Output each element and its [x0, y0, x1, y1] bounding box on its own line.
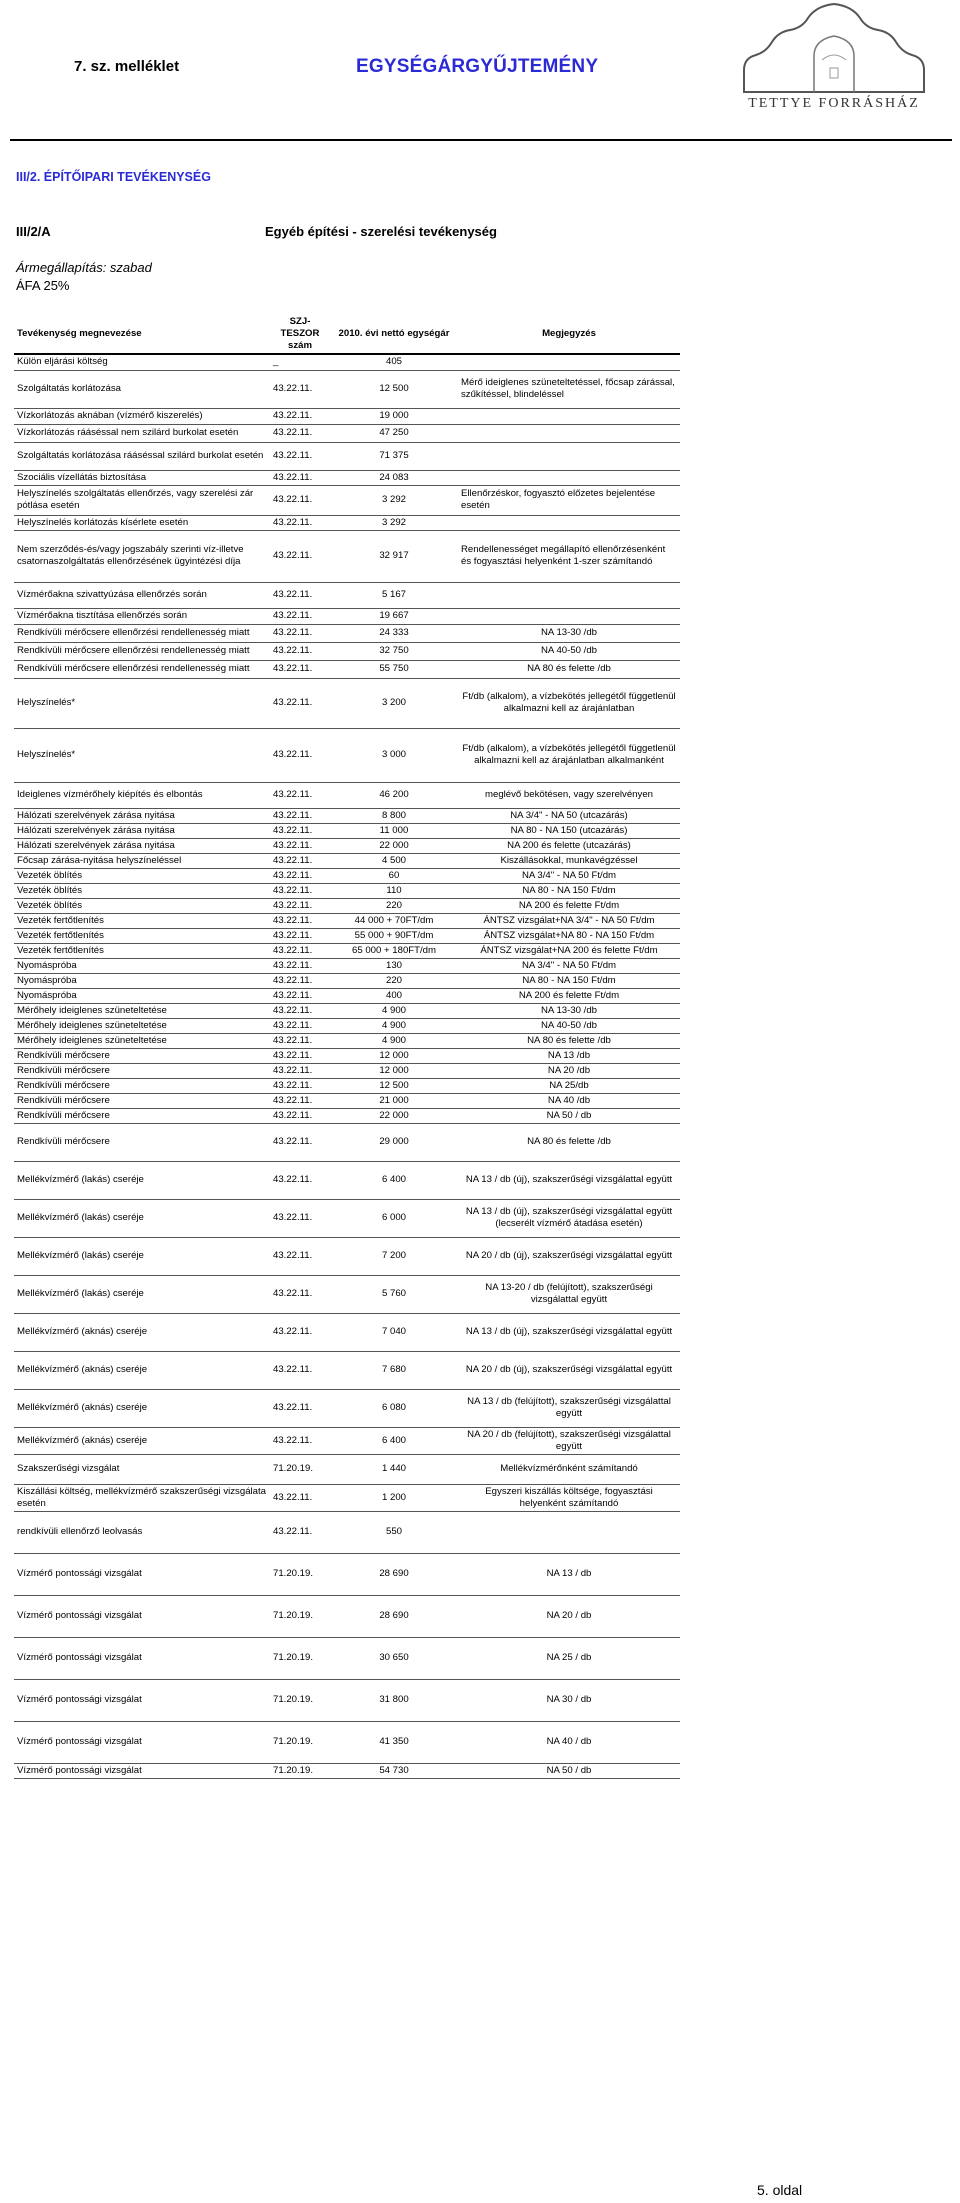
szj-cell: 43.22.11. [270, 728, 330, 782]
table-row [14, 582, 680, 608]
table-row [14, 1511, 680, 1553]
table-row [14, 1484, 680, 1511]
szj-cell: 71.20.19. [270, 1679, 330, 1721]
price-cell: 220 [330, 898, 458, 913]
price-cell: 19 667 [330, 608, 458, 624]
pricing-note: Ármegállapítás: szabad [16, 260, 152, 275]
activity-cell: Vezeték öblítés [14, 898, 270, 913]
szj-cell: 43.22.11. [270, 624, 330, 642]
szj-cell: 71.20.19. [270, 1595, 330, 1637]
header-activity: Tevékenység megnevezése [14, 314, 270, 354]
price-cell: 28 690 [330, 1595, 458, 1637]
szj-cell: 43.22.11. [270, 913, 330, 928]
table-row [14, 1553, 680, 1595]
activity-cell: Szolgáltatás korlátozása rááséssal szilárd burkolat esetén [14, 442, 270, 470]
activity-cell: Mellékvízmérő (lakás) cseréje [14, 1275, 270, 1313]
table-row [14, 943, 680, 958]
szj-cell: 43.22.11. [270, 883, 330, 898]
note-cell: NA 200 és felette Ft/dm [458, 898, 680, 913]
activity-cell: Vízkorlátozás rááséssal nem szilárd burkolat esetén [14, 424, 270, 442]
table-row [14, 1237, 680, 1275]
activity-cell: Nyomáspróba [14, 988, 270, 1003]
szj-cell: 71.20.19. [270, 1721, 330, 1763]
price-cell: 12 000 [330, 1063, 458, 1078]
price-cell: 32 750 [330, 642, 458, 660]
note-cell: NA 13 / db (felújított), szakszerűségi vizsgálattal együtt [458, 1389, 680, 1427]
szj-cell: 43.22.11. [270, 1237, 330, 1275]
table-row [14, 1048, 680, 1063]
note-cell: NA 40-50 /db [458, 1018, 680, 1033]
price-cell: 110 [330, 883, 458, 898]
activity-cell: Vízmérő pontossági vizsgálat [14, 1637, 270, 1679]
table-row [14, 808, 680, 823]
table-row [14, 1351, 680, 1389]
price-cell: 4 900 [330, 1003, 458, 1018]
page-number: 5. oldal [757, 2182, 803, 2198]
price-cell: 41 350 [330, 1721, 458, 1763]
note-cell [458, 608, 680, 624]
note-cell: Egyszeri kiszállás költsége, fogyasztási helyenként számítandó [458, 1484, 680, 1511]
header-note: Megjegyzés [458, 314, 680, 354]
activity-cell: Vízmérő pontossági vizsgálat [14, 1763, 270, 1778]
table-row [14, 354, 680, 370]
szj-cell: 43.22.11. [270, 1484, 330, 1511]
szj-cell: 43.22.11. [270, 1199, 330, 1237]
price-cell: 7 040 [330, 1313, 458, 1351]
table-row [14, 1108, 680, 1123]
table-row [14, 1199, 680, 1237]
note-cell: NA 50 / db [458, 1763, 680, 1778]
szj-cell: 43.22.11. [270, 1093, 330, 1108]
table-row [14, 1275, 680, 1313]
header-szj: SZJ-TESZOR szám [270, 314, 330, 354]
table-row [14, 624, 680, 642]
table-row [14, 973, 680, 988]
tettye-logo [736, 0, 932, 122]
page-header [0, 0, 960, 140]
price-cell: 28 690 [330, 1553, 458, 1595]
activity-cell: Vízmérő pontossági vizsgálat [14, 1595, 270, 1637]
szj-cell: 71.20.19. [270, 1763, 330, 1778]
activity-cell: Rendkívüli mérőcsere [14, 1108, 270, 1123]
activity-cell: Mellékvízmérő (aknás) cseréje [14, 1313, 270, 1351]
price-cell: 55 750 [330, 660, 458, 678]
activity-cell: Helyszínelés* [14, 728, 270, 782]
table-row [14, 958, 680, 973]
table-row [14, 1078, 680, 1093]
szj-cell: 43.22.11. [270, 823, 330, 838]
szj-cell: 43.22.11. [270, 515, 330, 530]
activity-cell: Hálózati szerelvények zárása nyitása [14, 823, 270, 838]
note-cell [458, 408, 680, 424]
szj-cell: 43.22.11. [270, 1123, 330, 1161]
activity-cell: Szociális vízellátás biztosítása [14, 470, 270, 485]
activity-cell: Vezeték fertőtlenítés [14, 913, 270, 928]
activity-cell: Vízmérőakna tisztítása ellenőrzés során [14, 608, 270, 624]
activity-cell: Mellékvízmérő (lakás) cseréje [14, 1199, 270, 1237]
szj-cell: 43.22.11. [270, 943, 330, 958]
table-row [14, 883, 680, 898]
price-cell: 60 [330, 868, 458, 883]
note-cell [458, 424, 680, 442]
price-cell: 1 440 [330, 1454, 458, 1484]
price-cell: 12 500 [330, 370, 458, 408]
szj-cell: 43.22.11. [270, 808, 330, 823]
table-row [14, 642, 680, 660]
szj-cell: 43.22.11. [270, 928, 330, 943]
table-row [14, 728, 680, 782]
activity-cell: Rendkívüli mérőcsere [14, 1123, 270, 1161]
table-row [14, 408, 680, 424]
note-cell: NA 13 /db [458, 1048, 680, 1063]
price-cell: 54 730 [330, 1763, 458, 1778]
price-cell: 8 800 [330, 808, 458, 823]
note-cell: NA 3/4" - NA 50 Ft/dm [458, 958, 680, 973]
table-row [14, 424, 680, 442]
price-cell: 19 000 [330, 408, 458, 424]
activity-cell: Helyszínelés* [14, 678, 270, 728]
price-cell: 24 083 [330, 470, 458, 485]
table-row [14, 608, 680, 624]
table-row [14, 1763, 680, 1778]
price-cell: 32 917 [330, 530, 458, 582]
activity-cell: Helyszínelés korlátozás kísérlete esetén [14, 515, 270, 530]
szj-cell: 43.22.11. [270, 898, 330, 913]
table-row [14, 1123, 680, 1161]
activity-cell: Mérőhely ideiglenes szüneteltetése [14, 1018, 270, 1033]
table-row [14, 898, 680, 913]
note-cell: NA 80 és felette /db [458, 660, 680, 678]
activity-cell: Rendkívüli mérőcsere ellenőrzési rendellenesség miatt [14, 624, 270, 642]
table-row [14, 868, 680, 883]
note-cell: Mellékvízmérőnként számítandó [458, 1454, 680, 1484]
note-cell: NA 20 /db [458, 1063, 680, 1078]
note-cell: NA 200 és felette (utcazárás) [458, 838, 680, 853]
price-cell: 6 000 [330, 1199, 458, 1237]
note-cell [458, 515, 680, 530]
note-cell: NA 3/4" - NA 50 (utcazárás) [458, 808, 680, 823]
activity-cell: Külön eljárási költség [14, 354, 270, 370]
activity-cell: Mellékvízmérő (aknás) cseréje [14, 1389, 270, 1427]
szj-cell: 71.20.19. [270, 1637, 330, 1679]
note-cell: Ellenőrzéskor, fogyasztó előzetes bejelentése esetén [458, 485, 680, 515]
activity-cell: Rendkívüli mérőcsere [14, 1093, 270, 1108]
price-cell: 405 [330, 354, 458, 370]
price-cell: 3 000 [330, 728, 458, 782]
szj-cell: 43.22.11. [270, 442, 330, 470]
table-row [14, 515, 680, 530]
szj-cell: 43.22.11. [270, 1048, 330, 1063]
table-header-row [14, 314, 680, 354]
activity-cell: Rendkívüli mérőcsere [14, 1048, 270, 1063]
note-cell: NA 200 és felette Ft/dm [458, 988, 680, 1003]
table-row [14, 1595, 680, 1637]
szj-cell: 43.22.11. [270, 642, 330, 660]
building-icon [736, 0, 932, 100]
note-cell [458, 442, 680, 470]
activity-cell: Hálózati szerelvények zárása nyitása [14, 838, 270, 853]
szj-cell: 43.22.11. [270, 485, 330, 515]
note-cell: NA 13 / db (új), szakszerűségi vizsgálattal együtt [458, 1161, 680, 1199]
szj-cell: 43.22.11. [270, 1018, 330, 1033]
note-cell: ÁNTSZ vizsgálat+NA 3/4" - NA 50 Ft/dm [458, 913, 680, 928]
note-cell [458, 354, 680, 370]
szj-cell: 43.22.11. [270, 1313, 330, 1351]
activity-cell: rendkívüli ellenőrző leolvasás [14, 1511, 270, 1553]
table-row [14, 1389, 680, 1427]
table-row [14, 1063, 680, 1078]
activity-cell: Vezeték fertőtlenítés [14, 928, 270, 943]
note-cell: NA 13-20 / db (felújított), szakszerűségi vizsgálattal együtt [458, 1275, 680, 1313]
section-heading: III/2. ÉPÍTŐIPARI TEVÉKENYSÉG [16, 170, 211, 184]
table-row [14, 530, 680, 582]
activity-cell: Mellékvízmérő (lakás) cseréje [14, 1161, 270, 1199]
table-row [14, 1033, 680, 1048]
price-cell: 11 000 [330, 823, 458, 838]
price-cell: 71 375 [330, 442, 458, 470]
price-cell: 22 000 [330, 838, 458, 853]
note-cell: Rendellenességet megállapító ellenőrzésenként és fogyasztási helyenként 1-szer számítandó [458, 530, 680, 582]
activity-cell: Főcsap zárása-nyitása helyszíneléssel [14, 853, 270, 868]
price-cell: 400 [330, 988, 458, 1003]
activity-cell: Vezeték fertőtlenítés [14, 943, 270, 958]
note-cell: ÁNTSZ vizsgálat+NA 80 - NA 150 Ft/dm [458, 928, 680, 943]
activity-cell: Nem szerződés-és/vagy jogszabály szerinti víz-illetve csatornaszolgáltatás ellenőrzésének ügyintézési díja [14, 530, 270, 582]
logo-text: TETTYE FORRÁSHÁZ [748, 96, 920, 111]
note-cell: NA 20 / db (új), szakszerűségi vizsgálattal együtt [458, 1351, 680, 1389]
szj-cell: 43.22.11. [270, 958, 330, 973]
price-cell: 6 080 [330, 1389, 458, 1427]
table-row [14, 823, 680, 838]
price-cell: 22 000 [330, 1108, 458, 1123]
note-cell: Mérő ideiglenes szüneteltetéssel, főcsap zárással, szűkítéssel, blindeléssel [458, 370, 680, 408]
note-cell: NA 20 / db (felújított), szakszerűségi vizsgálattal együtt [458, 1427, 680, 1454]
table-row [14, 988, 680, 1003]
szj-cell: 43.22.11. [270, 782, 330, 808]
document-title: EGYSÉGÁRGYŰJTEMÉNY [356, 56, 599, 77]
note-cell: NA 25/db [458, 1078, 680, 1093]
activity-cell: Mérőhely ideiglenes szüneteltetése [14, 1033, 270, 1048]
price-cell: 46 200 [330, 782, 458, 808]
szj-cell: 43.22.11. [270, 660, 330, 678]
table-row [14, 1427, 680, 1454]
szj-cell: 71.20.19. [270, 1553, 330, 1595]
szj-cell: 43.22.11. [270, 1033, 330, 1048]
note-cell: NA 3/4" - NA 50 Ft/dm [458, 868, 680, 883]
table-row [14, 1454, 680, 1484]
note-cell: NA 25 / db [458, 1637, 680, 1679]
table-row [14, 1721, 680, 1763]
subsection-code: III/2/A [16, 224, 51, 239]
activity-cell: Vízmérőakna szivattyúzása ellenőrzés során [14, 582, 270, 608]
price-cell: 7 200 [330, 1237, 458, 1275]
table-row [14, 853, 680, 868]
activity-cell: Nyomáspróba [14, 958, 270, 973]
activity-cell: Rendkívüli mérőcsere [14, 1063, 270, 1078]
price-cell: 6 400 [330, 1161, 458, 1199]
note-cell: NA 13-30 /db [458, 624, 680, 642]
table-row [14, 485, 680, 515]
note-cell: NA 40 /db [458, 1093, 680, 1108]
szj-cell: 43.22.11. [270, 1108, 330, 1123]
szj-cell: 43.22.11. [270, 1511, 330, 1553]
price-cell: 29 000 [330, 1123, 458, 1161]
table-row [14, 678, 680, 728]
price-cell: 5 760 [330, 1275, 458, 1313]
activity-cell: Vezeték öblítés [14, 868, 270, 883]
note-cell: NA 80 - NA 150 Ft/dm [458, 973, 680, 988]
price-cell: 47 250 [330, 424, 458, 442]
note-cell: NA 80 - NA 150 (utcazárás) [458, 823, 680, 838]
activity-cell: Szakszerűségi vizsgálat [14, 1454, 270, 1484]
price-cell: 30 650 [330, 1637, 458, 1679]
note-cell: NA 40 / db [458, 1721, 680, 1763]
table-row [14, 928, 680, 943]
activity-cell: Nyomáspróba [14, 973, 270, 988]
price-cell: 55 000 + 90FT/dm [330, 928, 458, 943]
activity-cell: Mellékvízmérő (aknás) cseréje [14, 1351, 270, 1389]
szj-cell: 43.22.11. [270, 1427, 330, 1454]
note-cell: NA 30 / db [458, 1679, 680, 1721]
activity-cell: Kiszállási költség, mellékvízmérő szakszerűségi vizsgálata esetén [14, 1484, 270, 1511]
price-cell: 4 900 [330, 1018, 458, 1033]
note-cell: Ft/db (alkalom), a vízbekötés jellegétől függetlenül alkalmazni kell az árajánlatban alkalmanként [458, 728, 680, 782]
activity-cell: Mérőhely ideiglenes szüneteltetése [14, 1003, 270, 1018]
activity-cell: Szolgáltatás korlátozása [14, 370, 270, 408]
table-row [14, 1313, 680, 1351]
szj-cell: 43.22.11. [270, 530, 330, 582]
szj-cell: 43.22.11. [270, 868, 330, 883]
price-cell: 44 000 + 70FT/dm [330, 913, 458, 928]
table-row [14, 1018, 680, 1033]
note-cell: NA 20 / db [458, 1595, 680, 1637]
szj-cell: 43.22.11. [270, 370, 330, 408]
price-cell: 4 900 [330, 1033, 458, 1048]
note-cell: NA 13 / db (új), szakszerűségi vizsgálattal együtt (lecserélt vízmérő átadása esetén) [458, 1199, 680, 1237]
table-row [14, 1637, 680, 1679]
price-cell: 6 400 [330, 1427, 458, 1454]
header-price: 2010. évi nettó egységár [330, 314, 458, 354]
szj-cell: _ [270, 354, 330, 370]
note-cell [458, 582, 680, 608]
activity-cell: Rendkívüli mérőcsere ellenőrzési rendellenesség miatt [14, 660, 270, 678]
activity-cell: Vízkorlátozás aknában (vízmérő kiszerelés) [14, 408, 270, 424]
activity-cell: Vízmérő pontossági vizsgálat [14, 1553, 270, 1595]
note-cell: meglévő bekötésen, vagy szerelvényen [458, 782, 680, 808]
subsection-title: Egyéb építési - szerelési tevékenység [265, 224, 497, 239]
activity-cell: Helyszínelés szolgáltatás ellenőrzés, vagy szerelési zár pótlása esetén [14, 485, 270, 515]
activity-cell: Rendkívüli mérőcsere [14, 1078, 270, 1093]
price-cell: 220 [330, 973, 458, 988]
szj-cell: 43.22.11. [270, 582, 330, 608]
szj-cell: 43.22.11. [270, 1351, 330, 1389]
note-cell: ÁNTSZ vizsgálat+NA 200 és felette Ft/dm [458, 943, 680, 958]
activity-cell: Ideiglenes vízmérőhely kiépítés és elbontás [14, 782, 270, 808]
note-cell: NA 80 és felette /db [458, 1033, 680, 1048]
szj-cell: 43.22.11. [270, 838, 330, 853]
note-cell [458, 470, 680, 485]
price-cell: 1 200 [330, 1484, 458, 1511]
activity-cell: Rendkívüli mérőcsere ellenőrzési rendellenesség miatt [14, 642, 270, 660]
note-cell: NA 50 / db [458, 1108, 680, 1123]
note-cell: Kiszállásokkal, munkavégzéssel [458, 853, 680, 868]
price-cell: 12 000 [330, 1048, 458, 1063]
table-row [14, 1161, 680, 1199]
price-cell: 550 [330, 1511, 458, 1553]
table-row [14, 782, 680, 808]
price-cell: 7 680 [330, 1351, 458, 1389]
activity-cell: Vezeték öblítés [14, 883, 270, 898]
price-cell: 5 167 [330, 582, 458, 608]
szj-cell: 43.22.11. [270, 470, 330, 485]
note-cell: NA 80 és felette /db [458, 1123, 680, 1161]
szj-cell: 43.22.11. [270, 1275, 330, 1313]
vat-note: ÁFA 25% [16, 278, 70, 293]
price-table [14, 314, 680, 1779]
price-cell: 3 292 [330, 515, 458, 530]
szj-cell: 43.22.11. [270, 973, 330, 988]
activity-cell: Vízmérő pontossági vizsgálat [14, 1721, 270, 1763]
price-cell: 4 500 [330, 853, 458, 868]
price-cell: 65 000 + 180FT/dm [330, 943, 458, 958]
activity-cell: Mellékvízmérő (aknás) cseréje [14, 1427, 270, 1454]
szj-cell: 43.22.11. [270, 988, 330, 1003]
table-row [14, 370, 680, 408]
activity-cell: Mellékvízmérő (lakás) cseréje [14, 1237, 270, 1275]
note-cell [458, 1511, 680, 1553]
table-row [14, 913, 680, 928]
note-cell: Ft/db (alkalom), a vízbekötés jellegétől függetlenül alkalmazni kell az árajánlatban [458, 678, 680, 728]
szj-cell: 43.22.11. [270, 1161, 330, 1199]
szj-cell: 43.22.11. [270, 1063, 330, 1078]
price-cell: 31 800 [330, 1679, 458, 1721]
table-row [14, 442, 680, 470]
note-cell: NA 20 / db (új), szakszerűségi vizsgálattal együtt [458, 1237, 680, 1275]
annex-label: 7. sz. melléklet [74, 58, 180, 75]
activity-cell: Vízmérő pontossági vizsgálat [14, 1679, 270, 1721]
note-cell: NA 13 / db (új), szakszerűségi vizsgálattal együtt [458, 1313, 680, 1351]
note-cell: NA 40-50 /db [458, 642, 680, 660]
table-row [14, 660, 680, 678]
table-row [14, 470, 680, 485]
price-cell: 24 333 [330, 624, 458, 642]
table-row [14, 1679, 680, 1721]
price-cell: 21 000 [330, 1093, 458, 1108]
szj-cell: 71.20.19. [270, 1454, 330, 1484]
note-cell: NA 13-30 /db [458, 1003, 680, 1018]
szj-cell: 43.22.11. [270, 1389, 330, 1427]
price-cell: 12 500 [330, 1078, 458, 1093]
price-cell: 3 292 [330, 485, 458, 515]
note-cell: NA 13 / db [458, 1553, 680, 1595]
szj-cell: 43.22.11. [270, 424, 330, 442]
table-row [14, 1093, 680, 1108]
header-divider [10, 139, 952, 141]
szj-cell: 43.22.11. [270, 608, 330, 624]
note-cell: NA 80 - NA 150 Ft/dm [458, 883, 680, 898]
price-cell: 130 [330, 958, 458, 973]
szj-cell: 43.22.11. [270, 408, 330, 424]
szj-cell: 43.22.11. [270, 1078, 330, 1093]
price-cell: 3 200 [330, 678, 458, 728]
szj-cell: 43.22.11. [270, 1003, 330, 1018]
table-row [14, 838, 680, 853]
szj-cell: 43.22.11. [270, 853, 330, 868]
table-row [14, 1003, 680, 1018]
szj-cell: 43.22.11. [270, 678, 330, 728]
activity-cell: Hálózati szerelvények zárása nyitása [14, 808, 270, 823]
